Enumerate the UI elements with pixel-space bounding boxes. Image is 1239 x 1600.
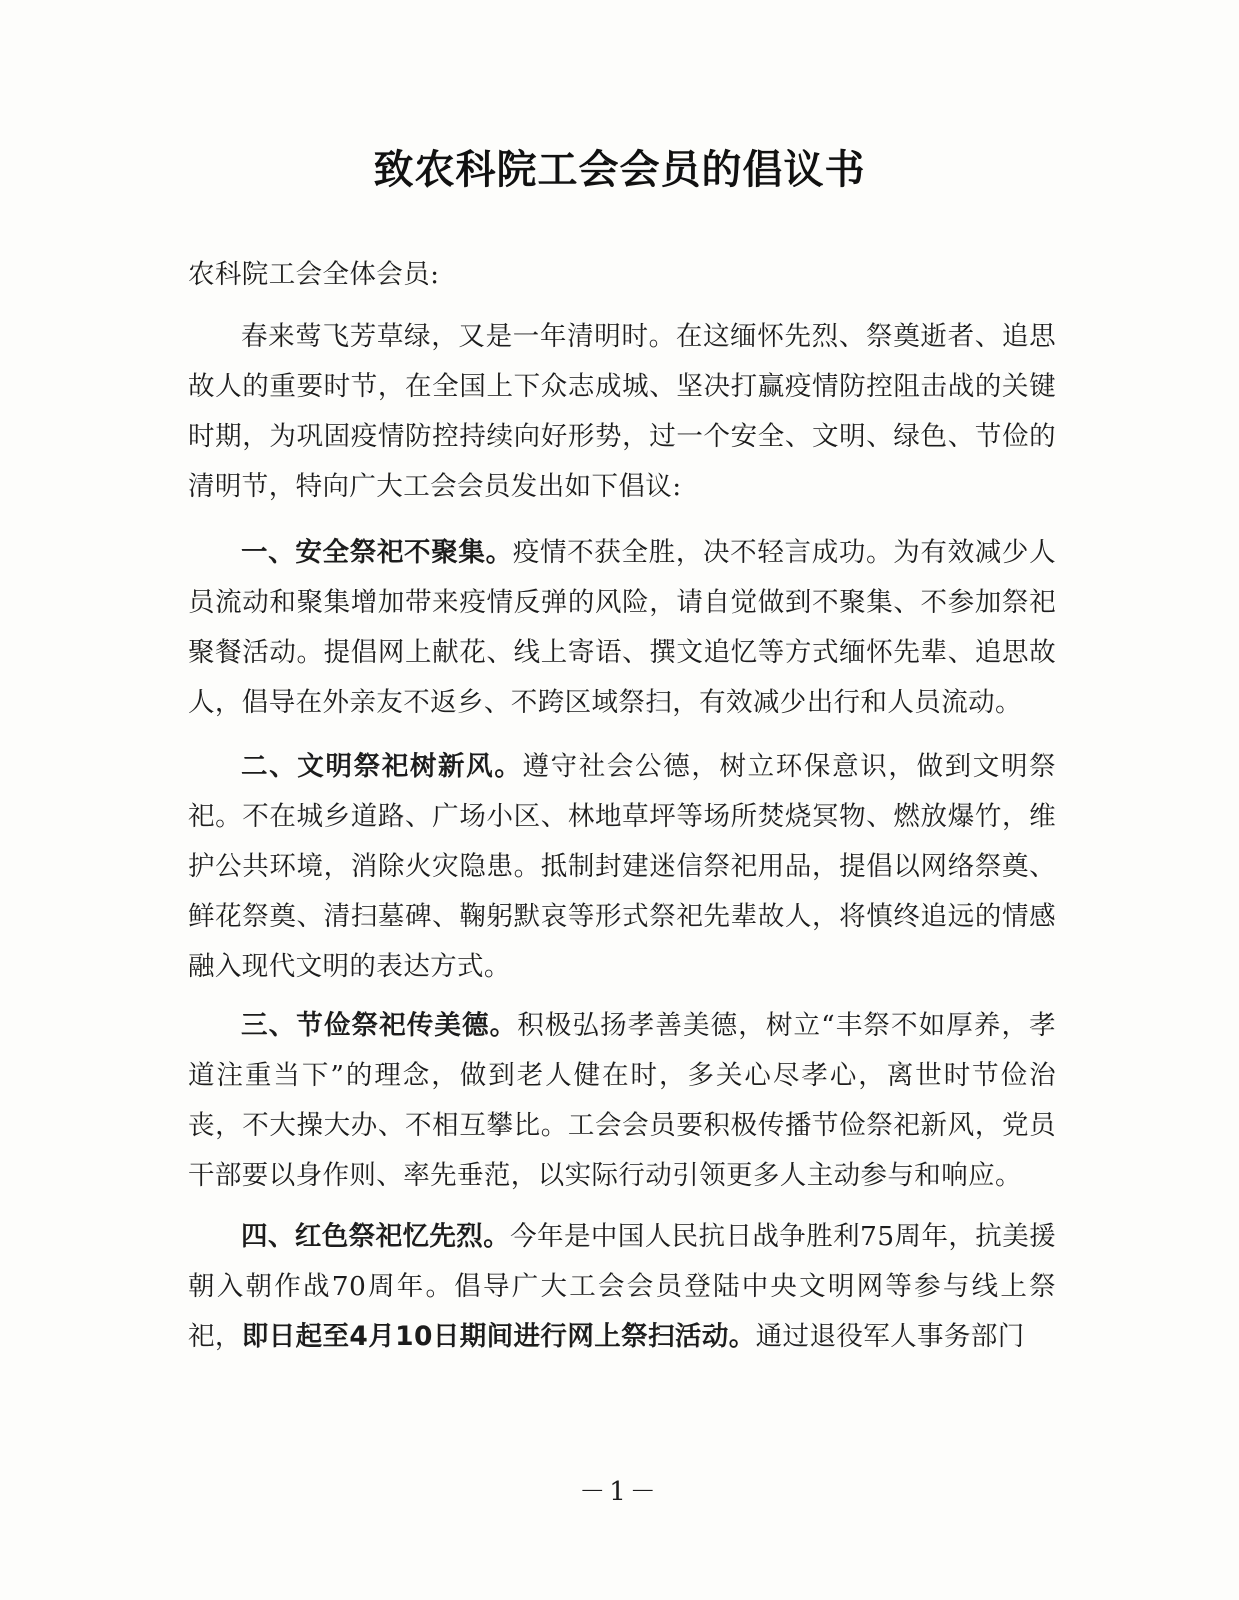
section-4-text-continued: 通过退役军人事务部门 — [755, 1321, 1025, 1352]
section-2-paragraph — [188, 742, 1056, 992]
section-4-heading: 四、红色祭祀忆先烈。 — [241, 1221, 511, 1252]
section-4-paragraph — [188, 1212, 1056, 1362]
section-1-paragraph — [188, 528, 1056, 728]
salutation: 农科院工会全体会员: — [188, 259, 440, 290]
section-3-text: 积极弘扬孝善美德，树立“丰祭不如厚养，孝道注重当下”的理念，做到老人健在时，多关心尽孝心，离世时节俭治丧，不大操大办、不相互攀比。工会会员要积极传播节俭祭祀新风，党员干部要以身作则、率先垂范，以实际行动引领更多人主动参与和响应。 — [188, 1010, 1056, 1191]
page-number: －1－ — [579, 1477, 660, 1507]
section-4-text: 今年是中国人民抗日战争胜利75周年，抗美援朝入朝作战70周年。倡导广大工会会员登陆中央文明网等参与线上祭祀， — [188, 1221, 1057, 1352]
section-1-text: 疫情不获全胜，决不轻言成功。为有效减少人员流动和聚集增加带来疫情反弹的风险，请自觉做到不聚集、不参加祭祀聚餐活动。提倡网上献花、线上寄语、撰文追忆等方式缅怀先辈、追思故人，倡导在外亲友不返乡、不跨区域祭扫，有效减少出行和人员流动。 — [188, 537, 1057, 718]
section-1-heading: 一、安全祭祀不聚集。 — [241, 537, 513, 568]
document-title: 致农科院工会会员的倡议书 — [373, 147, 866, 193]
intro-paragraph: 春来莺飞芳草绿，又是一年清明时。在这缅怀先烈、祭奠逝者、追思故人的重要时节，在全国上下众志成城、坚决打赢疫情防控阻击战的关键时期，为巩固疫情防控持续向好形势，过一个安全、文明、绿色、节俭的清明节，特向广大工会会员发出如下倡议: — [188, 321, 1056, 502]
section-4-emphasis: 即日起至4月10日期间进行网上祭扫活动。 — [241, 1321, 756, 1352]
section-2-heading: 二、文明祭祀树新风。 — [241, 751, 523, 782]
section-3-paragraph — [188, 1001, 1056, 1201]
section-2-text: 遵守社会公德，树立环保意识，做到文明祭祀。不在城乡道路、广场小区、林地草坪等场所焚烧冥物、燃放爆竹，维护公共环境，消除火灾隐患。抵制封建迷信祭祀用品，提倡以网络祭奠、鲜花祭奠、清扫墓碑、鞠躬默哀等形式祭祀先辈故人，将慎终追远的情感融入现代文明的表达方式。 — [188, 751, 1056, 982]
section-3-heading: 三、节俭祭祀传美德。 — [241, 1010, 518, 1041]
